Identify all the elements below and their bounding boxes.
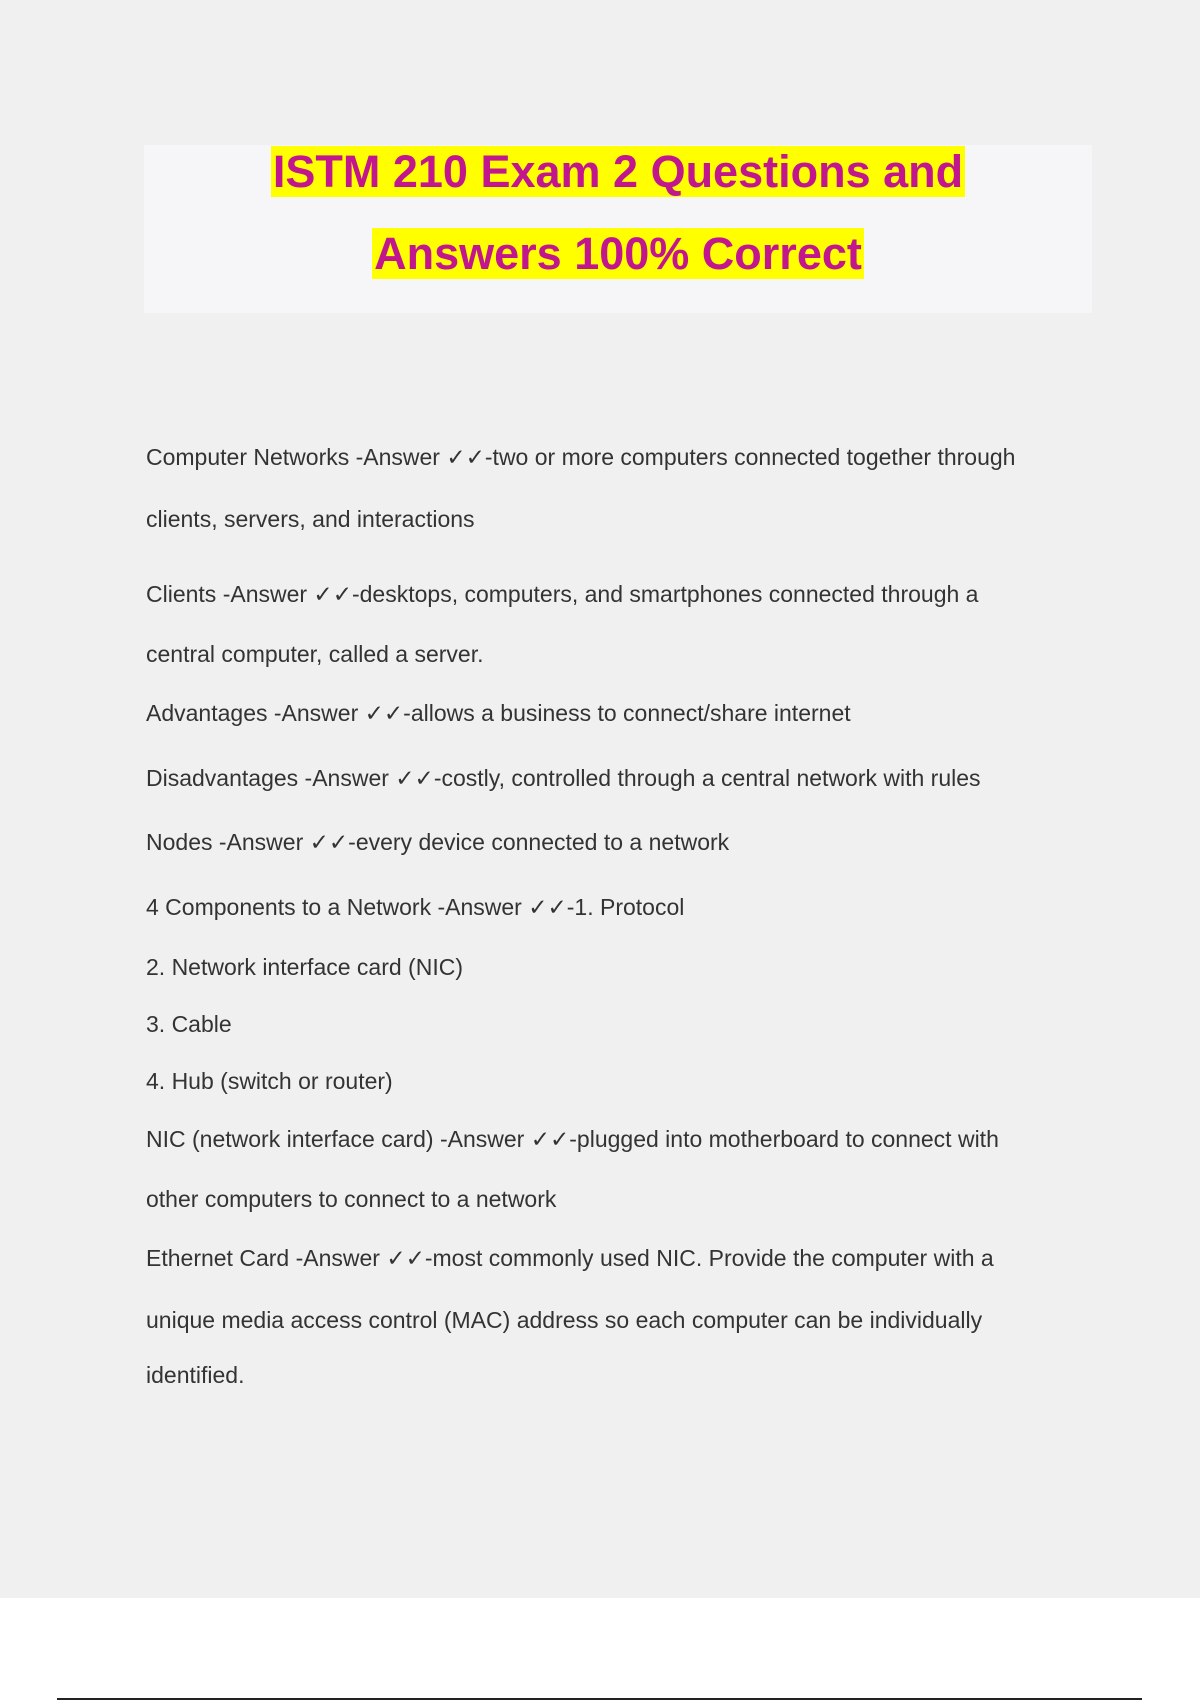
body-line: Nodes -Answer ✓✓-every device connected to a network bbox=[146, 829, 730, 855]
body-line: identified. bbox=[146, 1362, 245, 1388]
title-line-2 bbox=[144, 227, 1092, 281]
body-line: unique media access control (MAC) address so each computer can be individually bbox=[146, 1307, 983, 1333]
body-line: central computer, called a server. bbox=[146, 641, 484, 667]
body-line: 4. Hub (switch or router) bbox=[146, 1068, 393, 1094]
body-line: 3. Cable bbox=[146, 1011, 232, 1037]
body-line: Advantages -Answer ✓✓-allows a business to connect/share internet bbox=[146, 700, 851, 726]
body-line: Computer Networks -Answer ✓✓-two or more computers connected together through bbox=[146, 444, 1016, 470]
body-line: NIC (network interface card) -Answer ✓✓-plugged into motherboard to connect with bbox=[146, 1126, 999, 1152]
body-line: Ethernet Card -Answer ✓✓-most commonly used NIC. Provide the computer with a bbox=[146, 1245, 994, 1271]
body-line: 2. Network interface card (NIC) bbox=[146, 954, 463, 980]
body-line: Clients -Answer ✓✓-desktops, computers, and smartphones connected through a bbox=[146, 581, 979, 607]
body-line: 4 Components to a Network -Answer ✓✓-1. Protocol bbox=[146, 894, 685, 920]
body-line: clients, servers, and interactions bbox=[146, 506, 475, 532]
body-line: Disadvantages -Answer ✓✓-costly, controlled through a central network with rules bbox=[146, 765, 981, 791]
title-text-2: Answers 100% Correct bbox=[374, 228, 862, 279]
body-line: other computers to connect to a network bbox=[146, 1186, 557, 1212]
title-line-1 bbox=[144, 145, 1092, 199]
title-text-1: ISTM 210 Exam 2 Questions and bbox=[272, 146, 964, 197]
title-block bbox=[144, 145, 1092, 313]
